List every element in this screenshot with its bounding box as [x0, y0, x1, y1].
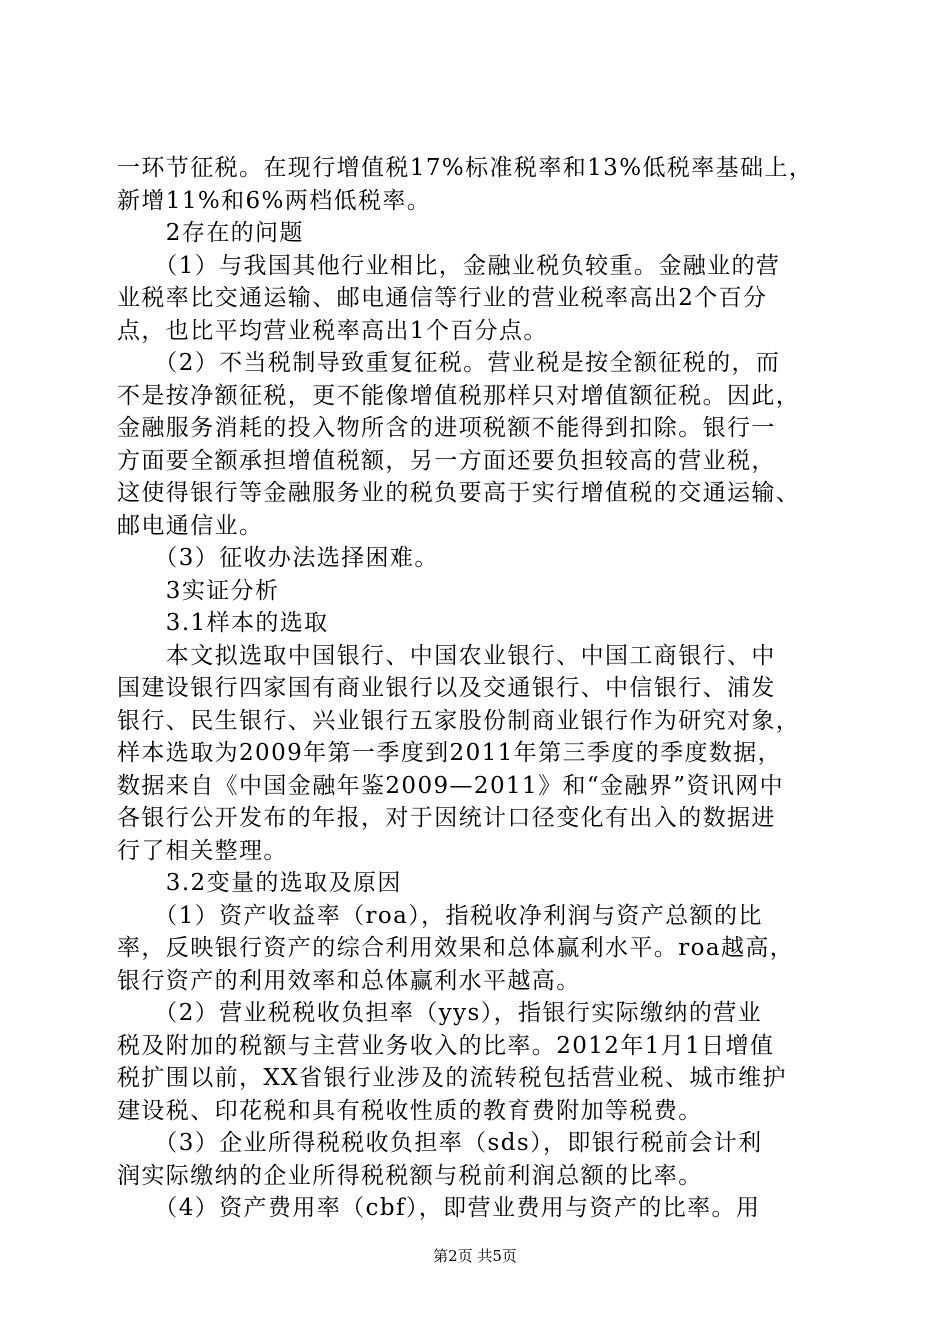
text-line: 润实际缴纳的企业所得税税额与税前利润总额的比率。: [117, 1162, 703, 1189]
text-line: （4）资产费用率（cbf），即营业费用与资产的比率。用: [117, 1195, 761, 1221]
section-heading: 3实证分析: [117, 577, 280, 604]
subsection-heading: 3.1样本的选取: [117, 610, 329, 636]
text-line: （3）征收办法选择困难。: [117, 545, 439, 571]
text-line: 点，也比平均营业税率高出1个百分点。: [117, 317, 548, 344]
page-number-footer: 第2页 共5页: [433, 1247, 517, 1265]
text-line: 不是按净额征税，更不能像增值税那样只对增值额征税。因此，: [117, 382, 801, 409]
body-text: [117, 152, 877, 1225]
text-line: 方面要全额承担增值税额，另一方面还要负担较高的营业税，: [117, 447, 776, 474]
text-line: 税及附加的税额与主营业务收入的比率。2012年1月1日增值: [117, 1032, 775, 1059]
text-line: 样本选取为2009年第一季度到2011年第三季度的季度数据，: [117, 740, 783, 766]
text-line: 一环节征税。在现行增值税17%标准税率和13%低税率基础上，: [117, 155, 814, 181]
text-line: 银行、民生银行、兴业银行五家股份制商业银行作为研究对象，: [117, 707, 801, 734]
section-heading: 2存在的问题: [117, 220, 304, 246]
text-line: 银行资产的利用效率和总体赢利水平越高。: [117, 967, 581, 994]
text-line: （3）企业所得税税收负担率（sds），即银行税前会计利: [117, 1130, 763, 1156]
text-line: 国建设银行四家国有商业银行以及交通银行、中信银行、浦发: [117, 675, 776, 701]
text-line: （1）资产收益率（roa），指税收净利润与资产总额的比: [117, 902, 763, 929]
text-line: 邮电通信业。: [117, 512, 264, 539]
text-line: 各银行公开发布的年报，对于因统计口径变化有出入的数据进: [117, 805, 776, 831]
text-line: 金融服务消耗的投入物所含的进项税额不能得到扣除。银行一: [117, 415, 776, 441]
text-line: 这使得银行等金融服务业的税负要高于实行增值税的交通运输、: [117, 480, 801, 506]
text-line: 税扩围以前，XX省银行业涉及的流转税包括营业税、城市维护: [117, 1065, 787, 1091]
text-line: （2）不当税制导致重复征税。营业税是按全额征税的，而: [117, 350, 781, 376]
subsection-heading: 3.2变量的选取及原因: [117, 870, 402, 896]
text-line: 业税率比交通运输、邮电通信等行业的营业税率高出2个百分: [117, 285, 768, 311]
text-line: （2）营业税税收负担率（yys），指银行实际缴纳的营业: [117, 1000, 763, 1026]
text-line: （1）与我国其他行业相比，金融业税负较重。金融业的营: [117, 252, 781, 279]
text-line: 新增11%和6%两档低税率。: [117, 187, 432, 214]
text-line: 本文拟选取中国银行、中国农业银行、中国工商银行、中: [117, 642, 776, 669]
text-line: 建设税、印花税和具有税收性质的教育费附加等税费。: [117, 1097, 703, 1124]
text-line: 行了相关整理。: [117, 837, 288, 864]
text-line: 数据来自《中国金融年鉴2009—2011》和“金融界”资讯网中: [117, 772, 784, 799]
text-line: 率，反映银行资产的综合利用效果和总体赢利水平。roa越高，: [117, 935, 795, 961]
